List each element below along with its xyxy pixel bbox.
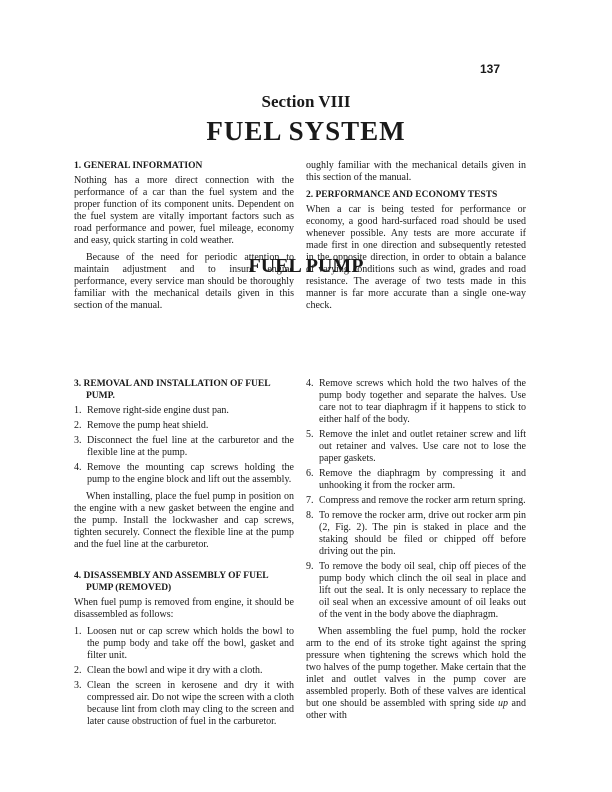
disassembly-steps-a [74, 626, 294, 728]
paragraph [306, 626, 526, 722]
heading-performance-tests: 2. PERFORMANCE AND ECONOMY TESTS [306, 190, 498, 200]
section-label: Section VIII [261, 92, 351, 111]
step-text: Clean the bowl and wipe it dry with a cloth. [87, 665, 263, 676]
list-item [74, 462, 294, 486]
step-text: To remove the body oil seal, chip off pieces of the pump body which clinch the oil seal in place and lift out the seal. It is only necessary to replace the oil seal when an excessive amount of oil leaks out of the vent in the body above the diaphragm. [319, 561, 526, 620]
step-number: 7. [306, 495, 314, 506]
step-number: 4. [306, 378, 314, 389]
step-number: 5. [306, 429, 314, 440]
paragraph: When a car is being tested for performance or economy, a good hard-surfaced road should be used whenever possible. Any tests are more accurate if made first in one direction and subsequently retested in the opposite direction, in order to obtain a balance of varying conditions such as wind, grades and road resistance. The average of two tests made in this manner is far more accurate than a single one-way check. [306, 204, 526, 311]
step-text: Remove screws which hold the two halves of the pump body together and separate the halves. Use care not to tear diaphragm if it happens to stick to either half of the body. [319, 378, 526, 425]
step-text: To remove the rocker arm, drive out rocker arm pin (2, Fig. 2). The pin is staked in place and the staking should be filed or chipped off before driving out the pin. [319, 510, 526, 557]
step-text: Remove the diaphragm by compressing it and unhooking it from the rocker arm. [319, 468, 526, 491]
step-number: 6. [306, 468, 314, 479]
page-number: 137 [479, 62, 500, 76]
step-number: 1. [74, 405, 82, 416]
top-right-column [306, 160, 526, 317]
step-number: 9. [306, 561, 314, 572]
step-text: Clean the screen in kerosene and dry it with compressed air. Do not wipe the screen with a cloth because lint from cloth may cling to the screen and later cause obstruction of fuel in the carburetor. [87, 680, 294, 727]
list-item [74, 405, 294, 417]
disassembly-steps-b [306, 378, 526, 621]
list-item [74, 626, 294, 662]
step-number: 3. [74, 680, 82, 691]
list-item [306, 510, 526, 558]
step-number: 2. [74, 665, 82, 676]
emphasis: up [498, 698, 509, 709]
list-item [306, 429, 526, 465]
bottom-right-column [306, 378, 526, 727]
list-item [306, 378, 526, 426]
paragraph: Nothing has a more direct connection with the performance of a car than the fuel system and the proper function of its component units. Dependent on the fuel system are vitally important factors such as road performance and power, fuel mileage, economy and easy, quick starting in cold weather. [74, 175, 294, 246]
paragraph: Because of the need for periodic attention to maintain adjustment and to insure engine performance, every service man should be thoroughly familiar with the mechanical details given in this section of the manual. [74, 252, 294, 311]
step-number: 2. [74, 420, 82, 431]
heading-disassembly-assembly: 4. DISASSEMBLY AND ASSEMBLY OF FUEL PUMP (REMOVED) [74, 571, 269, 593]
text-run: and other with [306, 698, 526, 721]
step-text: Remove the pump heat shield. [87, 420, 209, 431]
text-run: When assembling the fuel pump, hold the rocker arm to the end of its stroke tight against the spring pressure when tightening the screws which hold the two halves of the pump together. Make certain that the inlet and outlet valves in the pump cover are assembled properly. Both of these valves are identical but one should be assembled with spring side [306, 626, 526, 709]
step-number: 1. [74, 626, 82, 637]
subsection-title: FUEL PUMP [248, 255, 364, 277]
removal-steps [74, 405, 294, 486]
bottom-left-column [74, 378, 294, 733]
step-number: 3. [74, 435, 82, 446]
step-text: Compress and remove the rocker arm return spring. [319, 495, 526, 506]
list-item [306, 495, 526, 507]
step-text: Disconnect the fuel line at the carburetor and the flexible line at the pump. [87, 435, 294, 458]
step-text: Remove right-side engine dust pan. [87, 405, 229, 416]
list-item [306, 468, 526, 492]
list-item [74, 680, 294, 728]
list-item [74, 435, 294, 459]
list-item [74, 420, 294, 432]
step-text: Remove the inlet and outlet retainer screw and lift out retainer and valves. Use care not to lose the paper gaskets. [319, 429, 526, 464]
paragraph: When fuel pump is removed from engine, it should be disassembled as follows: [74, 597, 294, 620]
step-number: 8. [306, 510, 314, 521]
list-item [306, 561, 526, 621]
paragraph-continued: oughly familiar with the mechanical details given in this section of the manual. [306, 160, 526, 183]
heading-general-information: 1. GENERAL INFORMATION [74, 161, 203, 171]
heading-removal-installation: 3. REMOVAL AND INSTALLATION OF FUEL PUMP. [74, 379, 271, 401]
step-number: 4. [74, 462, 82, 473]
list-item [74, 665, 294, 677]
step-text: Loosen nut or cap screw which holds the bowl to the pump body and take off the bowl, gasket and filter unit. [87, 626, 294, 661]
paragraph: When installing, place the fuel pump in position on the engine with a new gasket between the engine and the pump. Install the lockwasher and cap screws, tighten securely. Connect the flexible line at the pump and the fuel line at the carburetor. [74, 491, 294, 550]
page-title: FUEL SYSTEM [206, 116, 406, 146]
step-text: Remove the mounting cap screws holding the pump to the engine block and lift out the assembly. [87, 462, 294, 485]
